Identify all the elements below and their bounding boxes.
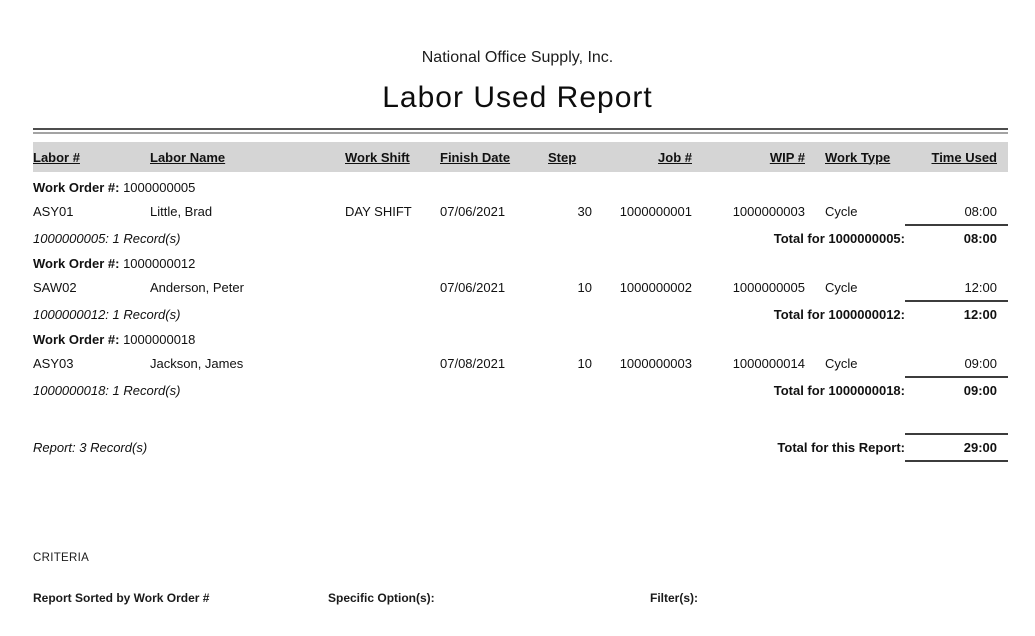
work-order-header xyxy=(33,179,1008,196)
work-order-group xyxy=(33,179,1008,247)
cell-labor-num: ASY03 xyxy=(33,356,74,371)
report-body xyxy=(33,142,1008,462)
cell-finish-date: 07/06/2021 xyxy=(440,280,506,295)
group-total-label: Total for 1000000018: xyxy=(773,383,905,398)
cell-labor-name: Little, Brad xyxy=(150,204,213,219)
cell-labor-name: Jackson, James xyxy=(150,356,244,371)
cell-step: 10 xyxy=(577,280,592,295)
page-title: Labor Used Report xyxy=(382,81,653,114)
header-divider-top xyxy=(33,128,1008,130)
column-header-labor-num: Labor # xyxy=(33,149,80,165)
column-header-wip-num: WIP # xyxy=(769,149,805,165)
group-record-summary: 1000000012: 1 Record(s) xyxy=(33,307,181,322)
work-order-group xyxy=(33,255,1008,323)
work-order-group xyxy=(33,331,1008,399)
criteria-heading: CRITERIA xyxy=(33,552,90,564)
cell-wip-num: 1000000003 xyxy=(732,204,805,219)
column-header-finish-date: Finish Date xyxy=(440,149,511,165)
cell-job-num: 1000000001 xyxy=(619,204,692,219)
cell-job-num: 1000000002 xyxy=(619,280,692,295)
cell-finish-date: 07/08/2021 xyxy=(440,356,506,371)
table-row xyxy=(33,203,1008,220)
cell-wip-num: 1000000014 xyxy=(732,356,805,371)
header-divider-bottom xyxy=(33,132,1008,134)
group-total-value: 09:00 xyxy=(905,376,1008,399)
work-order-label: Work Order #: xyxy=(33,332,120,347)
table-row xyxy=(33,355,1008,372)
report-total-value: 29:00 xyxy=(905,433,1008,462)
work-order-number: 1000000005 xyxy=(123,180,196,195)
work-order-header xyxy=(33,331,1008,348)
cell-work-shift xyxy=(345,355,440,372)
group-total-label: Total for 1000000005: xyxy=(773,231,905,246)
cell-time-used: 09:00 xyxy=(964,356,997,371)
work-order-number: 1000000012 xyxy=(123,256,196,271)
work-order-label: Work Order #: xyxy=(33,180,120,195)
cell-step: 30 xyxy=(577,204,592,219)
criteria-sorted-by: Report Sorted by Work Order # xyxy=(33,591,210,605)
cell-labor-num: ASY01 xyxy=(33,204,74,219)
company-name: National Office Supply, Inc. xyxy=(421,49,614,66)
report-record-summary: Report: 3 Record(s) xyxy=(33,440,148,455)
cell-wip-num: 1000000005 xyxy=(732,280,805,295)
cell-work-shift: DAY SHIFT xyxy=(345,204,412,219)
cell-labor-num: SAW02 xyxy=(33,280,77,295)
column-header-time-used: Time Used xyxy=(931,149,997,165)
group-record-summary: 1000000005: 1 Record(s) xyxy=(33,231,181,246)
group-total-value: 08:00 xyxy=(905,224,1008,247)
work-order-label: Work Order #: xyxy=(33,256,120,271)
group-total-label: Total for 1000000012: xyxy=(773,307,905,322)
criteria-filters-label: Filter(s): xyxy=(650,591,698,605)
cell-job-num: 1000000003 xyxy=(619,356,692,371)
group-footer-row xyxy=(33,376,1008,399)
column-header-work-shift: Work Shift xyxy=(345,149,410,165)
work-order-header xyxy=(33,255,1008,272)
column-header-step: Step xyxy=(548,149,577,165)
column-header-labor-name: Labor Name xyxy=(150,149,226,165)
group-footer-row xyxy=(33,300,1008,323)
group-total-value: 12:00 xyxy=(905,300,1008,323)
group-record-summary: 1000000018: 1 Record(s) xyxy=(33,383,181,398)
report-total-row xyxy=(33,433,1008,462)
cell-time-used: 08:00 xyxy=(964,204,997,219)
work-order-number: 1000000018 xyxy=(123,332,196,347)
table-row xyxy=(33,279,1008,296)
group-footer-row xyxy=(33,224,1008,247)
cell-time-used: 12:00 xyxy=(964,280,997,295)
cell-work-shift xyxy=(345,279,440,296)
column-header-job-num: Job # xyxy=(658,149,692,165)
report-total-label: Total for this Report: xyxy=(777,440,905,455)
cell-step: 10 xyxy=(577,356,592,371)
table-header-row xyxy=(33,142,1008,172)
cell-finish-date: 07/06/2021 xyxy=(440,204,506,219)
criteria-specific-options-label: Specific Option(s): xyxy=(328,591,435,605)
cell-work-type: Cycle xyxy=(825,356,858,371)
column-header-work-type: Work Type xyxy=(825,149,891,165)
cell-work-type: Cycle xyxy=(825,204,858,219)
cell-work-type: Cycle xyxy=(825,280,858,295)
cell-labor-name: Anderson, Peter xyxy=(150,280,244,295)
